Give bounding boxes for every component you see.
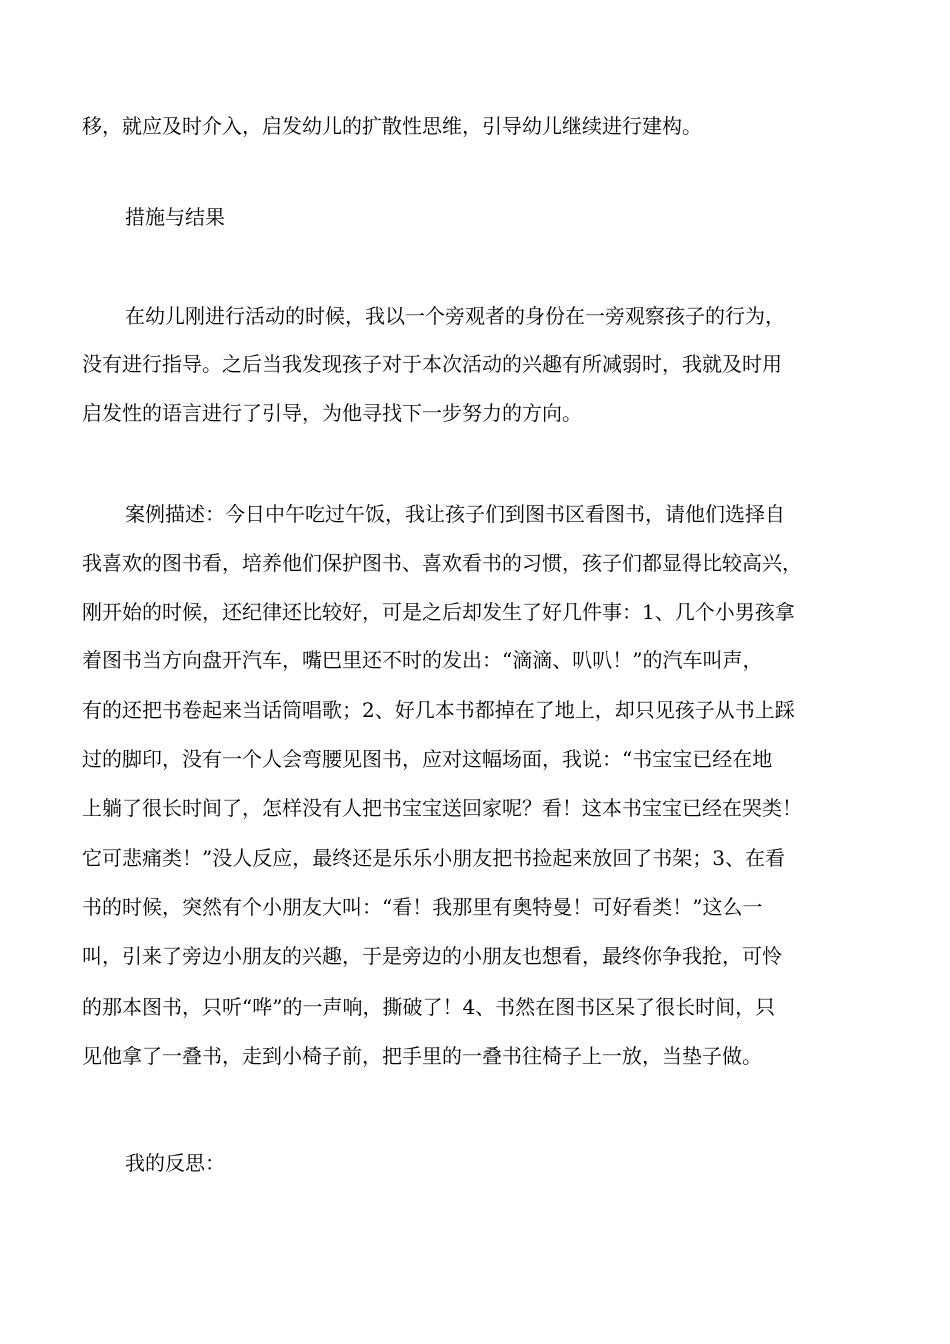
- paragraph-line: 我喜欢的图书看，培养他们保护图书、喜欢看书的习惯，孩子们都显得比较高兴，: [82, 551, 802, 575]
- paragraph-line: 移，就应及时介入，启发幼儿的扩散性思维，引导幼儿继续进行建构。: [82, 114, 702, 138]
- paragraph-line: 叫，引来了旁边小朋友的兴趣，于是旁边的小朋友也想看，最终你争我抢，可怜: [82, 944, 782, 968]
- paragraph-line: 它可悲痛类！”没人反应，最终还是乐乐小朋友把书捡起来放回了书架；3、在看: [82, 846, 785, 870]
- paragraph-line: 刚开始的时候，还纪律还比较好，可是之后却发生了好几件事：1、几个小男孩拿: [82, 600, 795, 624]
- paragraph-line: 没有进行指导。之后当我发现孩子对于本次活动的兴趣有所减弱时，我就及时用: [82, 352, 782, 376]
- paragraph-line: 案例描述：今日中午吃过午饭，我让孩子们到图书区看图书，请他们选择自: [125, 502, 785, 526]
- paragraph-line: 上躺了很长时间了，怎样没有人把书宝宝送回家呢？看！这本书宝宝已经在哭类！: [82, 796, 802, 820]
- paragraph-line: 在幼儿刚进行活动的时候，我以一个旁观者的身份在一旁观察孩子的行为，: [125, 304, 785, 328]
- paragraph-line: 启发性的语言进行了引导，为他寻找下一步努力的方向。: [82, 401, 582, 425]
- section-heading: 我的反思：: [125, 1151, 225, 1175]
- paragraph-line: 见他拿了一叠书，走到小椅子前，把手里的一叠书往椅子上一放，当垫子做。: [82, 1044, 762, 1068]
- paragraph-line: 有的还把书卷起来当话筒唱歌；2、好几本书都掉在了地上，却只见孩子从书上踩: [82, 698, 795, 722]
- paragraph-line: 过的脚印，没有一个人会弯腰见图书，应对这幅场面，我说：“书宝宝已经在地: [82, 747, 773, 771]
- paragraph-line: 着图书当方向盘开汽车，嘴巴里还不时的发出：“滴滴、叭叭！”的汽车叫声，: [82, 648, 763, 672]
- paragraph-line: 书的时候，突然有个小朋友大叫：“看！我那里有奥特曼！可好看类！”这么一: [82, 895, 763, 919]
- section-heading: 措施与结果: [125, 205, 225, 229]
- paragraph-line: 的那本图书，只听“哗”的一声响，撕破了！4、书然在图书区呆了很长时间，只: [82, 995, 776, 1019]
